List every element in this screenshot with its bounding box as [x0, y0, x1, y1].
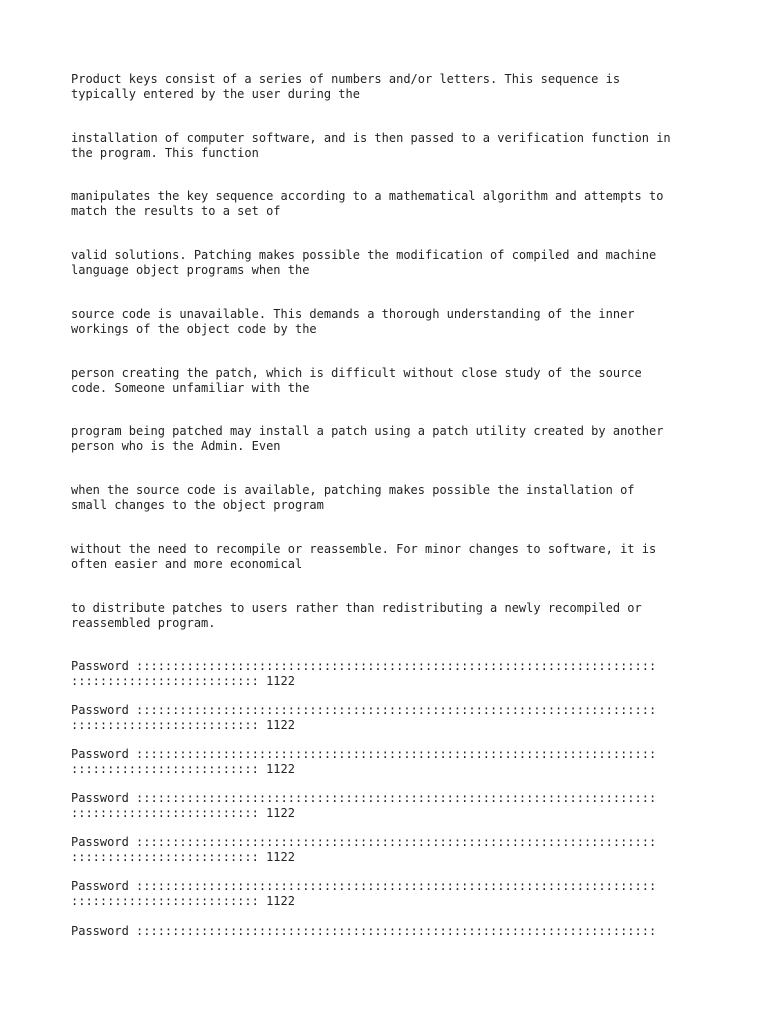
password-entry-line-2: :::::::::::::::::::::::::: 1122: [71, 674, 295, 688]
paragraph-4-line-1: valid solutions. Patching makes possible the modification of compiled and machine: [71, 248, 657, 262]
paragraph-10: [71, 601, 711, 631]
paragraph-9-line-2: often easier and more economical: [71, 557, 303, 571]
password-entry: [71, 879, 711, 909]
paragraph-6-line-2: code. Someone unfamiliar with the: [71, 381, 310, 395]
password-entry-line-2: :::::::::::::::::::::::::: 1122: [71, 718, 295, 732]
password-entry-line-1: Password ::::::::::::::::::::::::::::::::::::::::::::::::::::::::::::::::::::::::: [71, 659, 657, 673]
password-entry: [71, 747, 711, 777]
paragraph-10-line-2: reassembled program.: [71, 616, 216, 630]
password-entry-line-1: Password ::::::::::::::::::::::::::::::::::::::::::::::::::::::::::::::::::::::::: [71, 791, 657, 805]
password-entry-line-2: :::::::::::::::::::::::::: 1122: [71, 806, 295, 820]
password-entry-line-1: Password ::::::::::::::::::::::::::::::::::::::::::::::::::::::::::::::::::::::::: [71, 879, 657, 893]
paragraph-8-line-2: small changes to the object program: [71, 498, 324, 512]
paragraph-8-line-1: when the source code is available, patching makes possible the installation of: [71, 483, 635, 497]
paragraph-2-line-1: installation of computer software, and is then passed to a verification function in: [71, 131, 671, 145]
paragraph-10-line-1: to distribute patches to users rather than redistributing a newly recompiled or: [71, 601, 642, 615]
paragraph-3-line-2: match the results to a set of: [71, 204, 281, 218]
password-entry-line-2: :::::::::::::::::::::::::: 1122: [71, 762, 295, 776]
password-entry: [71, 835, 711, 865]
paragraph-9-line-1: without the need to recompile or reassemble. For minor changes to software, it is: [71, 542, 657, 556]
password-entry-line-1: Password ::::::::::::::::::::::::::::::::::::::::::::::::::::::::::::::::::::::::: [71, 835, 657, 849]
paragraph-9: [71, 542, 711, 572]
paragraph-5-line-1: source code is unavailable. This demands a thorough understanding of the inner: [71, 307, 635, 321]
paragraph-6-line-1: person creating the patch, which is difficult without close study of the source: [71, 366, 642, 380]
paragraph-2: [71, 131, 711, 161]
password-entry: [71, 703, 711, 733]
password-entry: [71, 791, 711, 821]
paragraph-4: [71, 248, 711, 278]
paragraph-7: [71, 424, 711, 454]
password-entry-line-1: Password ::::::::::::::::::::::::::::::::::::::::::::::::::::::::::::::::::::::::: [71, 703, 657, 717]
paragraph-6: [71, 366, 711, 396]
paragraph-5-line-2: workings of the object code by the: [71, 322, 317, 336]
password-entry: [71, 659, 711, 689]
password-entry-line-1: Password ::::::::::::::::::::::::::::::::::::::::::::::::::::::::::::::::::::::::: [71, 747, 657, 761]
paragraph-1: [71, 72, 711, 102]
paragraph-8: [71, 483, 711, 513]
paragraph-1-line-2: typically entered by the user during the: [71, 87, 360, 101]
password-entry-line-2: :::::::::::::::::::::::::: 1122: [71, 850, 295, 864]
password-entry: [71, 924, 711, 939]
paragraph-3: [71, 189, 711, 219]
paragraph-1-line-1: Product keys consist of a series of numbers and/or letters. This sequence is: [71, 72, 621, 86]
paragraph-4-line-2: language object programs when the: [71, 263, 310, 277]
paragraph-2-line-2: the program. This function: [71, 146, 259, 160]
paragraph-7-line-1: program being patched may install a patch using a patch utility created by another: [71, 424, 664, 438]
paragraph-5: [71, 307, 711, 337]
paragraph-3-line-1: manipulates the key sequence according to a mathematical algorithm and attempts to: [71, 189, 664, 203]
paragraph-7-line-2: person who is the Admin. Even: [71, 439, 281, 453]
password-entry-line-2: :::::::::::::::::::::::::: 1122: [71, 894, 295, 908]
password-entry-line-1: Password ::::::::::::::::::::::::::::::::::::::::::::::::::::::::::::::::::::::::: [71, 924, 657, 938]
